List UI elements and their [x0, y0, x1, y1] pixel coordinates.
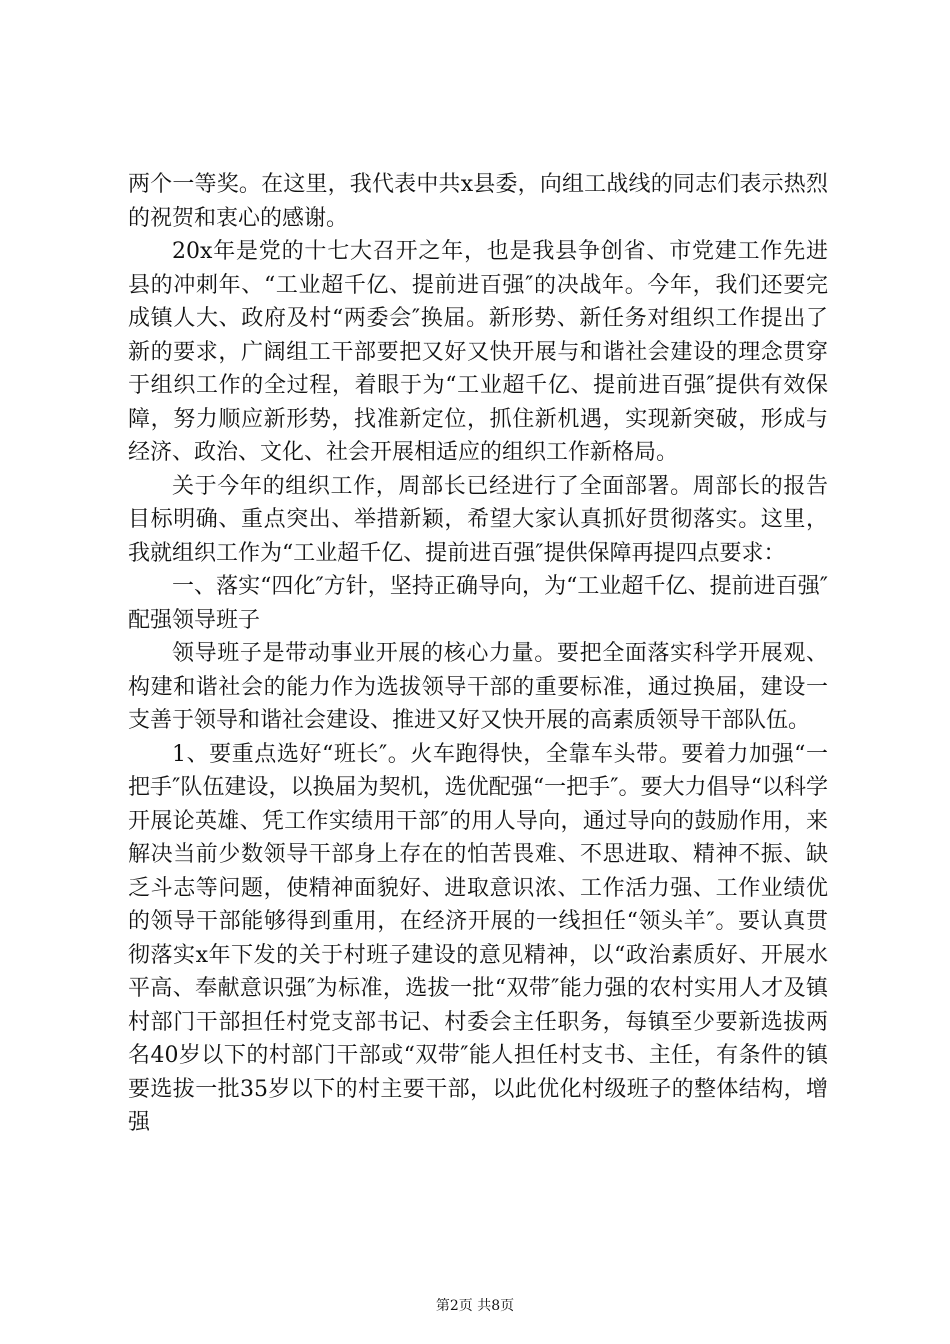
- document-body: [128, 168, 828, 1140]
- paragraph: 关于今年的组织工作，周部长已经进行了全面部署。周部长的报告目标明确、重点突出、举措新颖，希望大家认真抓好贯彻落实。这里，我就组织工作为“工业超千亿、提前进百强″提供保障再提四点要求：: [128, 473, 828, 566]
- paragraph: 20x年是党的十七大召开之年，也是我县争创省、市党建工作先进县的冲刺年、“工业超千亿、提前进百强″的决战年。今年，我们还要完成镇人大、政府及村“两委会″换届。新形势、新任务对组织工作提出了新的要求，广阔组工干部要把又好又快开展与和谐社会建设的理念贯穿于组织工作的全过程，着眼于为“工业超千亿、提前进百强″提供有效保障，努力顺应新形势，找准新定位，抓住新机遇，实现新突破，形成与经济、政治、文化、社会开展相适应的组织工作新格局。: [128, 239, 828, 465]
- page-number-footer: 第2页 共8页: [435, 1298, 515, 1314]
- paragraph: 领导班子是带动事业开展的核心力量。要把全面落实科学开展观、构建和谐社会的能力作为选拔领导干部的重要标准，通过换届，建设一支善于领导和谐社会建设、推进又好又快开展的高素质领导干部队伍。: [128, 641, 828, 733]
- paragraph: 1、要重点选好“班长″。火车跑得快，全靠车头带。要着力加强“一把手″队伍建设，以换届为契机，选优配强“一把手″。要大力倡导“以科学开展论英雄、凭工作实绩用干部″的用人导向，通过导向的鼓励作用，来解决当前少数领导干部身上存在的怕苦畏难、不思进取、精神不振、缺乏斗志等问题，使精神面貌好、进取意识浓、工作活力强、工作业绩优的领导干部能够得到重用，在经济开展的一线担任“领头羊″。要认真贯彻落实x年下发的关于村班子建设的意见精神，以“政治素质好、开展水平高、奉献意识强″为标准，选拔一批“双带″能力强的农村实用人才及镇村部门干部担任村党支部书记、村委会主任职务，每镇至少要新选拔两名40岁以下的村部门干部或“双带″能人担任村支书、主任，有条件的镇要选拔一批35岁以下的村主要干部，以此优化村级班子的整体结构，增强: [128, 741, 828, 1135]
- section-heading: 一、落实“四化″方针，坚持正确导向，为“工业超千亿、提前进百强″配强领导班子: [128, 574, 828, 633]
- paragraph: 两个一等奖。在这里，我代表中共x县委，向组工战线的同志们表示热烈的祝贺和衷心的感谢。: [128, 172, 828, 231]
